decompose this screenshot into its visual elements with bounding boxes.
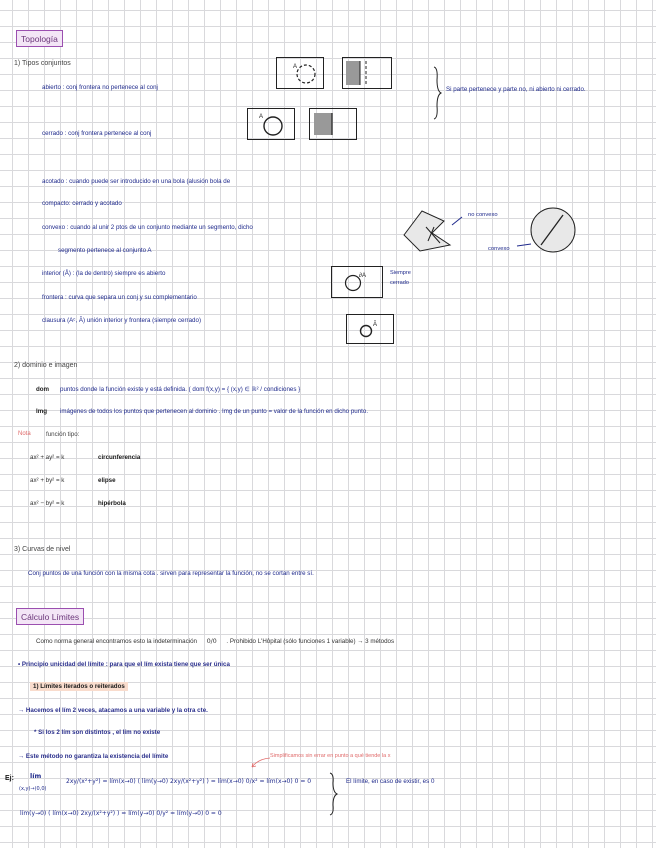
open-set-label: A — [293, 64, 298, 70]
equation-hiperbola: ax² − by² = k — [30, 500, 65, 507]
dom-definition: puntos donde la función existe y está definida. ( dom f(x,y) = { (x,y) ∈ ℝ² / condiciones } — [60, 386, 301, 393]
name-elipse: elipse — [98, 477, 116, 484]
interior-box-label: ∂A — [359, 273, 366, 279]
simplificamos-note: Simplificamos sin errar en punto a qué tiende la x — [270, 753, 391, 759]
frontera-definition: frontera : curva que separa un conj y su complementario — [42, 294, 197, 301]
equation-elipse: ax² + by² = k — [30, 477, 65, 484]
equation-circunferencia: ax² + ay² = k — [30, 454, 65, 461]
este-metodo-text: → Este método no garantiza la existencia del límite — [18, 753, 169, 760]
section-2-title: 2) dominio e imagen — [14, 362, 78, 369]
no-convexo-label: no convexo — [468, 212, 498, 218]
principio-unicidad: • Principio unicidad del límite : para que el lím exista tiene que ser única — [18, 661, 230, 668]
non-convex-figure — [398, 205, 464, 255]
convexo-definition: convexo : cuando al unir 2 ptos de un conjunto mediante un segmento, dicho — [42, 224, 253, 231]
arrow-icon — [250, 755, 272, 769]
name-circunferencia: circunferencia — [98, 454, 141, 461]
closed-set-figure — [247, 108, 295, 140]
convexo-definition-2: segmento pertenece al conjunto A — [58, 247, 152, 254]
dom-label: dom — [36, 386, 50, 393]
limites-title: Cálculo Límites — [16, 608, 84, 625]
hacemos-text: → Hacemos el lím 2 veces, atacamos a una variable y la otra cte. — [18, 707, 208, 714]
brace-note: Si parte pertenece y parte no, ni abierto ni cerrado. — [446, 86, 586, 93]
indeterminacion-frac: 0/0 — [206, 638, 217, 645]
conclusion-note: El límite, en caso de existir, es 0 — [346, 778, 435, 785]
metodo-1-highlight: 1) Límites iterados o reiterados — [30, 682, 128, 691]
curvas-definition: Conj puntos de una función con la misma cota . sirven para representar la función, no se cortan entre sí. — [28, 570, 314, 577]
cerrado-definition: cerrado : conj frontera pertenece al conj — [42, 130, 152, 137]
intro-text — [36, 638, 394, 645]
metodo-1-title — [30, 683, 128, 690]
brace-icon — [432, 66, 442, 120]
name-hiperbola: hipérbola — [98, 500, 126, 507]
clausura-box-label: Ā — [373, 322, 378, 328]
intro-part-a: Como norma general encontramos esto la indeterminación — [36, 638, 197, 645]
img-definition: imágenes de todos los puntos que pertenecen al dominio . Img de un punto = valor de la función en dicho punto. — [60, 408, 369, 415]
ej-label: Ej: — [5, 775, 14, 782]
nota-label: Nota — [18, 431, 31, 437]
complement-closed-figure — [309, 108, 357, 140]
si-los-2-text: * Si los 2 lím son distintos , el lím no existe — [34, 729, 161, 736]
interior-figure — [331, 266, 383, 298]
topologia-title: Topología — [16, 30, 63, 47]
convexo-label: convexo — [488, 246, 510, 252]
complement-open-figure — [342, 57, 392, 89]
section-3-title: 3) Curvas de nivel — [14, 546, 71, 553]
intro-part-b: . Prohibido L'Hôpital (sólo funciones 1 variable) → 3 métodos — [226, 638, 395, 645]
interior-definition: interior (Å) : (la de dentro) siempre es abierto — [42, 270, 166, 277]
convex-figure — [515, 205, 581, 255]
example-line-1: 2xy/(x²+y²) = lím(x→0) ( lím(y→0) 2xy/(x²+y²) ) = lím(x→0) 0/x² = lím(x→0) 0 = 0 — [66, 778, 312, 785]
abierto-definition: abierto : conj frontera no pertenece al conj — [42, 84, 158, 91]
lim-symbol: lím — [30, 772, 42, 780]
compacto-definition: compacto: cerrado y acotado — [42, 200, 122, 207]
img-label: Img — [36, 408, 48, 415]
brace-icon-2 — [328, 772, 338, 816]
example-line-2: lím(y→0) ( lím(x→0) 2xy/(x²+y²) ) = lím(y→0) 0/y² = lím(y→0) 0 = 0 — [20, 810, 222, 817]
closed-set-label: A — [259, 114, 264, 120]
nota-text: función tipo: — [46, 431, 80, 438]
acotado-definition: acotado : cuando puede ser introducido en una bola (alusión bola de — [42, 178, 231, 185]
siempre-cerrado-note: Siempre cerrado — [390, 270, 411, 286]
lim-subscript: (x,y)→(0,0) — [19, 786, 47, 792]
clausura-figure — [346, 314, 394, 344]
section-1-title: 1) Tipos conjuntos — [14, 60, 71, 67]
clausura-definition: clausura (Aᶜ, Ā) unión interior y frontera (siempre cerrado) — [42, 317, 202, 324]
open-set-figure — [276, 57, 324, 89]
